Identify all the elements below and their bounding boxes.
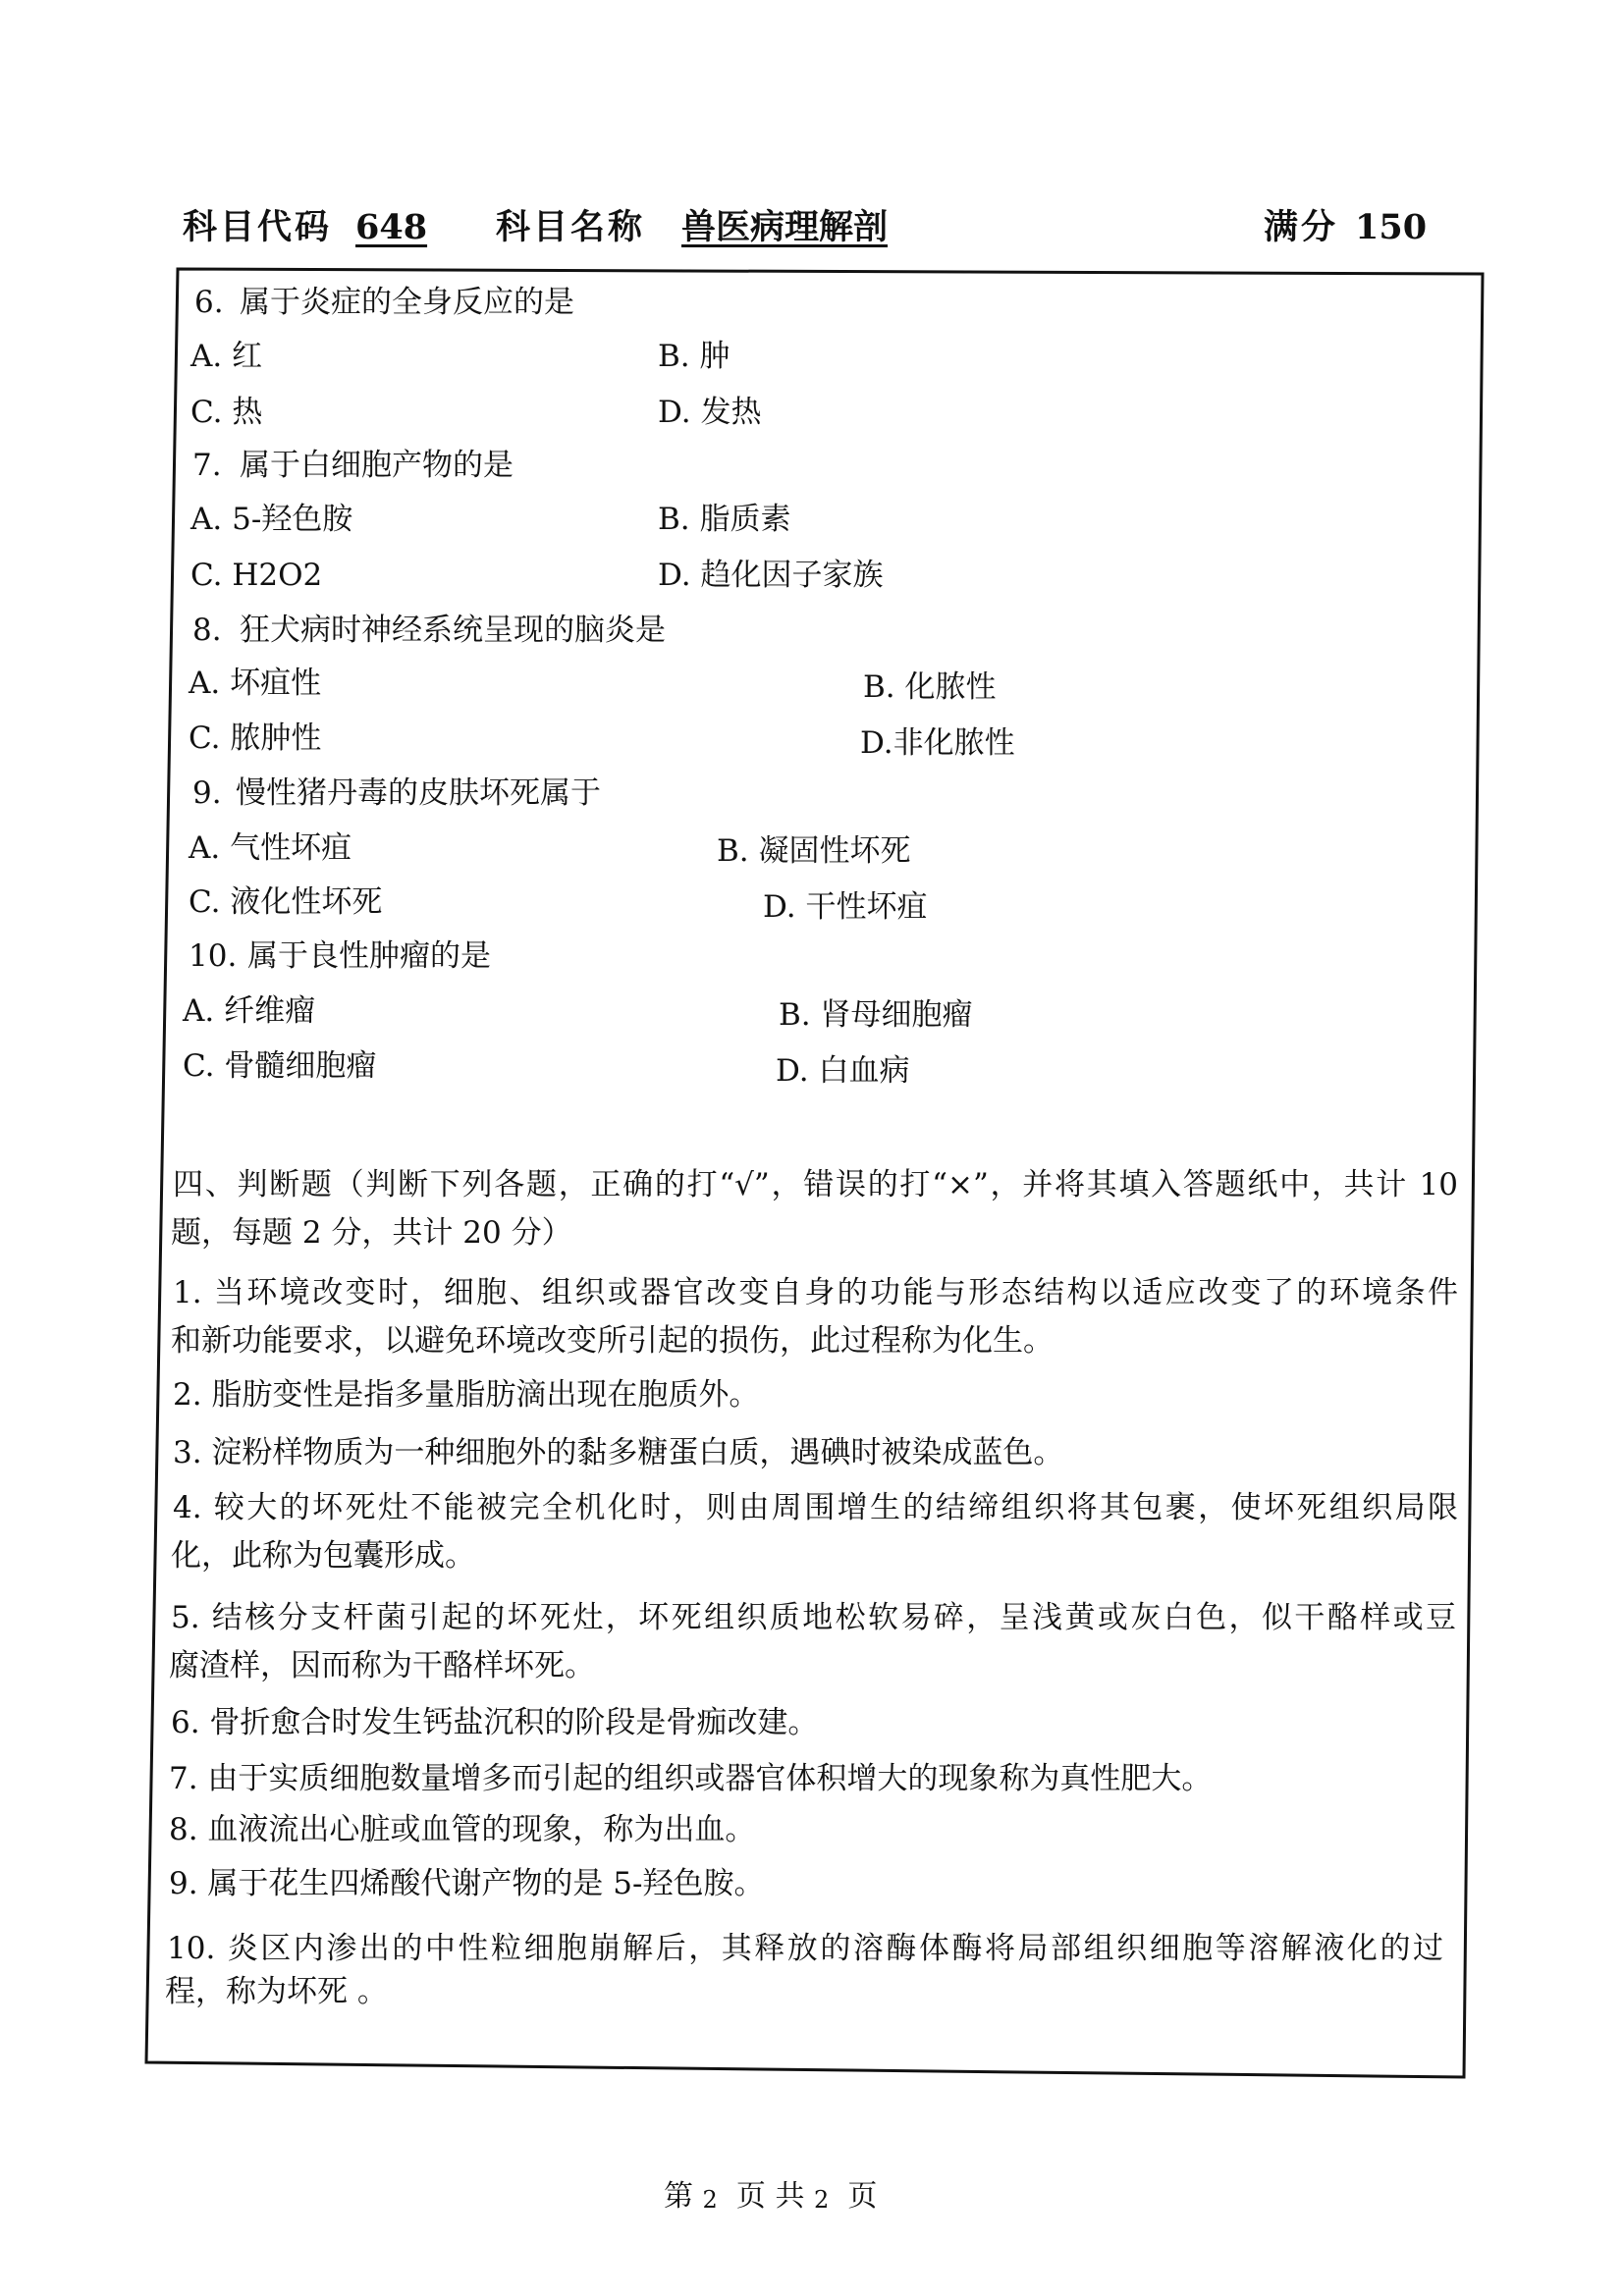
option-d: D. 发热 xyxy=(658,395,762,430)
item-line: 8. 血液流出心脏或血管的现象，称为出血。 xyxy=(169,1812,756,1847)
option-b: B. 肾母细胞瘤 xyxy=(779,997,973,1033)
full-score-label: 满分 xyxy=(1264,207,1339,247)
option-c: C. 脓肿性 xyxy=(189,721,322,756)
current-page-number: 2 xyxy=(702,2186,718,2214)
item-line: 7. 由于实质细胞数量增多而引起的组织或器官体积增大的现象称为真性肥大。 xyxy=(169,1761,1213,1796)
page-prefix: 第 xyxy=(664,2179,693,2214)
subject-code-label: 科目代码 xyxy=(183,207,333,247)
option-b: B. 凝固性坏死 xyxy=(717,833,911,869)
question-number: 6. xyxy=(194,285,224,320)
total-pages-number: 2 xyxy=(814,2186,830,2214)
option-a: A. 气性坏疽 xyxy=(189,830,352,866)
page-middle: 页 共 xyxy=(735,2179,805,2214)
question-stem: 慢性猪丹毒的皮肤坏死属于 xyxy=(236,775,601,811)
option-b: B. 肿 xyxy=(658,339,730,374)
subject-code-value: 648 xyxy=(355,207,428,247)
question-stem: 属于炎症的全身反应的是 xyxy=(240,285,574,320)
item-line: 9. 属于花生四烯酸代谢产物的是 5-羟色胺。 xyxy=(169,1866,765,1901)
question-stem: 属于白细胞产物的是 xyxy=(240,448,514,483)
subject-name-label: 科目名称 xyxy=(496,207,646,247)
question-number: 7. xyxy=(192,448,222,483)
question-number: 9. xyxy=(192,775,222,811)
section-heading-line-1: 四、判断题（判断下列各题，正确的打“√”，错误的打“×”，并将其填入答题纸中，共计 10 xyxy=(173,1167,1458,1202)
item-line: 5. 结核分支杆菌引起的坏死灶，坏死组织质地松软易碎，呈浅黄或灰白色，似干酪样或豆 xyxy=(171,1600,1456,1635)
option-d: D.非化脓性 xyxy=(860,725,1015,761)
item-line: 10. 炎区内渗出的中性粒细胞崩解后，其释放的溶酶体酶将局部组织细胞等溶解液化的过 xyxy=(167,1931,1443,1966)
item-line: 1. 当环境改变时，细胞、组织或器官改变自身的功能与形态结构以适应改变了的环境条件 xyxy=(173,1275,1458,1310)
item-line: 和新功能要求，以避免环境改变所引起的损伤，此过程称为化生。 xyxy=(171,1323,1054,1359)
question-stem: 属于良性肿瘤的是 xyxy=(247,938,491,974)
item-line: 2. 脂肪变性是指多量脂肪滴出现在胞质外。 xyxy=(173,1377,760,1413)
option-a: A. 5-羟色胺 xyxy=(190,502,353,537)
section-heading-line-2: 题，每题 2 分，共计 20 分） xyxy=(171,1215,572,1251)
option-a: A. 红 xyxy=(190,339,263,374)
item-line: 4. 较大的坏死灶不能被完全机化时，则由周围增生的结缔组织将其包裹，使坏死组织局限 xyxy=(173,1490,1458,1525)
option-d: D. 趋化因子家族 xyxy=(658,558,884,593)
question-number: 10. xyxy=(189,938,238,974)
subject-name-value: 兽医病理解剖 xyxy=(681,207,889,247)
option-d: D. 干性坏疽 xyxy=(763,889,928,925)
option-c: C. H2O2 xyxy=(190,558,323,593)
item-line: 3. 淀粉样物质为一种细胞外的黏多糖蛋白质，遇碘时被染成蓝色。 xyxy=(173,1435,1064,1470)
option-a: A. 坏疽性 xyxy=(189,666,322,701)
page-suffix: 页 xyxy=(847,2179,878,2214)
item-line: 程，称为坏死 。 xyxy=(165,1974,388,2009)
question-number: 8. xyxy=(192,613,222,648)
item-line: 化，此称为包囊形成。 xyxy=(171,1538,475,1574)
option-b: B. 化脓性 xyxy=(863,669,997,705)
full-score-value: 150 xyxy=(1355,207,1428,247)
option-c: C. 骨髓细胞瘤 xyxy=(183,1048,377,1084)
option-a: A. 纤维瘤 xyxy=(183,993,316,1029)
question-stem: 狂犬病时神经系统呈现的脑炎是 xyxy=(240,613,666,648)
item-line: 腐渣样，因而称为干酪样坏死。 xyxy=(169,1648,595,1683)
page-indicator xyxy=(664,2179,877,2216)
item-line: 6. 骨折愈合时发生钙盐沉积的阶段是骨痂改建。 xyxy=(171,1705,819,1740)
option-c: C. 热 xyxy=(190,395,263,430)
option-d: D. 白血病 xyxy=(776,1053,910,1089)
option-c: C. 液化性坏死 xyxy=(189,884,383,920)
option-b: B. 脂质素 xyxy=(658,502,791,537)
